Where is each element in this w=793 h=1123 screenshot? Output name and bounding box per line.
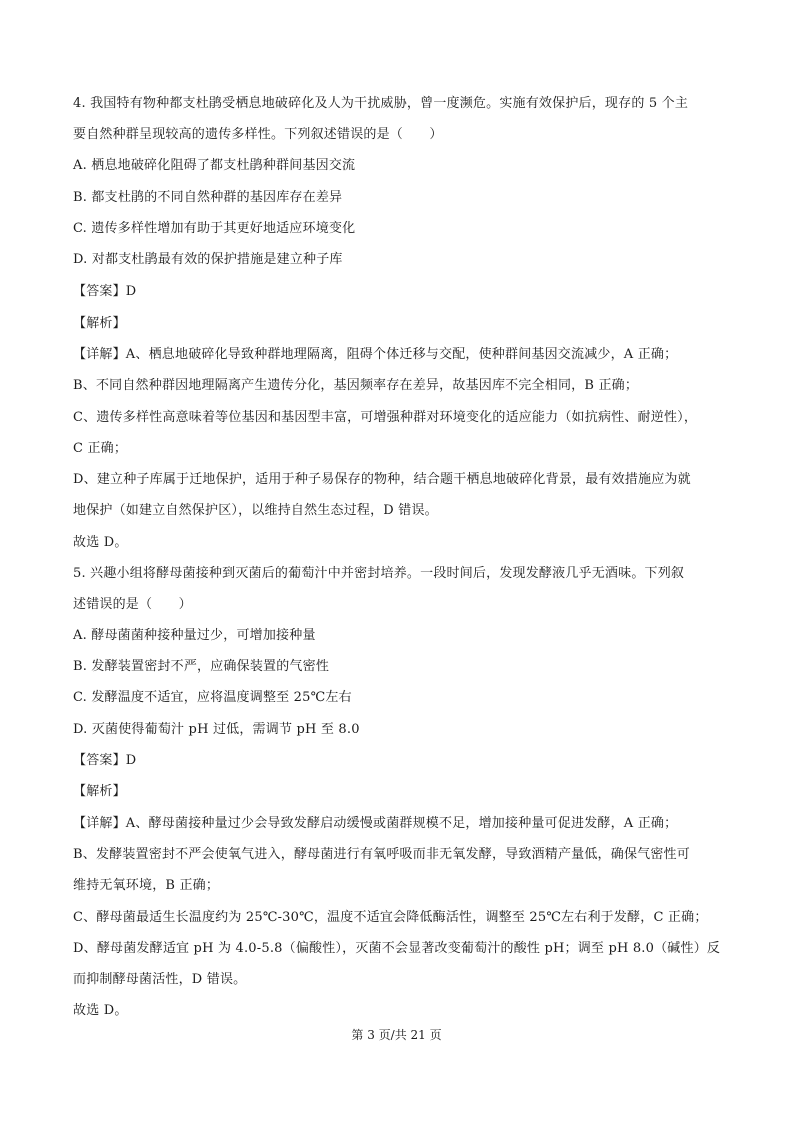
q5-conclusion: 故选 D。	[73, 1003, 128, 1018]
q5-detail-line-3: 维持无氧环境，B 正确；	[73, 878, 220, 893]
q5-option-a: A. 酵母菌菌种接种量过少，可增加接种量	[73, 628, 316, 643]
q4-option-b: B. 都支杜鹃的不同自然种群的基因库存在差异	[73, 190, 343, 205]
q5-option-c: C. 发酵温度不适宜，应将温度调整至 25℃左右	[73, 690, 352, 705]
q4-option-a: A. 栖息地破碎化阻碍了都支杜鹃种群间基因交流	[73, 158, 356, 173]
q5-detail-line-6: 而抑制酵母菌活性，D 错误。	[73, 972, 247, 987]
q4-option-d: D. 对都支杜鹃最有效的保护措施是建立种子库	[73, 252, 343, 267]
q4-option-c: C. 遗传多样性增加有助于其更好地适应环境变化	[73, 221, 356, 236]
q5-analysis-label: 【解析】	[73, 784, 126, 799]
q4-detail-line-6: 地保护（如建立自然保护区），以维持自然生态过程，D 错误。	[73, 503, 438, 518]
q4-stem-line-2: 要自然种群呈现较高的遗传多样性。下列叙述错误的是（ ）	[73, 127, 443, 142]
q4-detail-line-5: D、建立种子库属于迁地保护，适用于种子易保存的物种，结合题干栖息地破碎化背景，最有效措施应为就	[73, 472, 691, 487]
q5-option-b: B. 发酵装置密封不严，应确保装置的气密性	[73, 659, 330, 674]
q4-detail-line-3: C、遗传多样性高意味着等位基因和基因型丰富，可增强种群对环境变化的适应能力（如抗病性、耐逆性），	[73, 410, 698, 425]
q5-detail-line-5: D、酵母菌发酵适宜 pH 为 4.0-5.8（偏酸性），灭菌不会显著改变葡萄汁的酸性 pH；调至 pH 8.0（碱性）反	[73, 941, 721, 956]
q4-detail-line-1: 【详解】A、栖息地破碎化导致种群地理隔离，阻碍个体迁移与交配，使种群间基因交流减少，A 正确；	[73, 347, 678, 362]
q5-stem-line-2: 述错误的是（ ）	[73, 597, 192, 612]
q4-detail-line-2: B、不同自然种群因地理隔离产生遗传分化，基因频率存在差异，故基因库不完全相同，B 正确；	[73, 378, 639, 393]
page-number: 第 3 页/共 21 页	[351, 1028, 442, 1042]
q4-stem-line-1: 4. 我国特有物种都支杜鹃受栖息地破碎化及人为干扰威胁，曾一度濒危。实施有效保护后，现存的 5 个主	[73, 96, 689, 111]
q5-answer: 【答案】D	[73, 753, 137, 768]
q4-detail-line-4: C 正确；	[73, 441, 128, 456]
q4-conclusion: 故选 D。	[73, 535, 128, 550]
q4-analysis-label: 【解析】	[73, 316, 126, 331]
q5-detail-line-2: B、发酵装置密封不严会使氧气进入，酵母菌进行有氧呼吸而非无氧发酵，导致酒精产量低，确保气密性可	[73, 847, 690, 862]
q5-option-d: D. 灭菌使得葡萄汁 pH 过低，需调节 pH 至 8.0	[73, 722, 360, 737]
q4-answer: 【答案】D	[73, 284, 137, 299]
q5-stem-line-1: 5. 兴趣小组将酵母菌接种到灭菌后的葡萄汁中并密封培养。一段时间后，发现发酵液几乎无酒味。下列叙	[73, 566, 685, 581]
q5-detail-line-1: 【详解】A、酵母菌接种量过少会导致发酵启动缓慢或菌群规模不足，增加接种量可促进发酵，A 正确；	[73, 816, 678, 831]
q5-detail-line-4: C、酵母菌最适生长温度约为 25℃-30℃，温度不适宜会降低酶活性，调整至 25℃左右利于发酵，C 正确；	[73, 910, 708, 925]
